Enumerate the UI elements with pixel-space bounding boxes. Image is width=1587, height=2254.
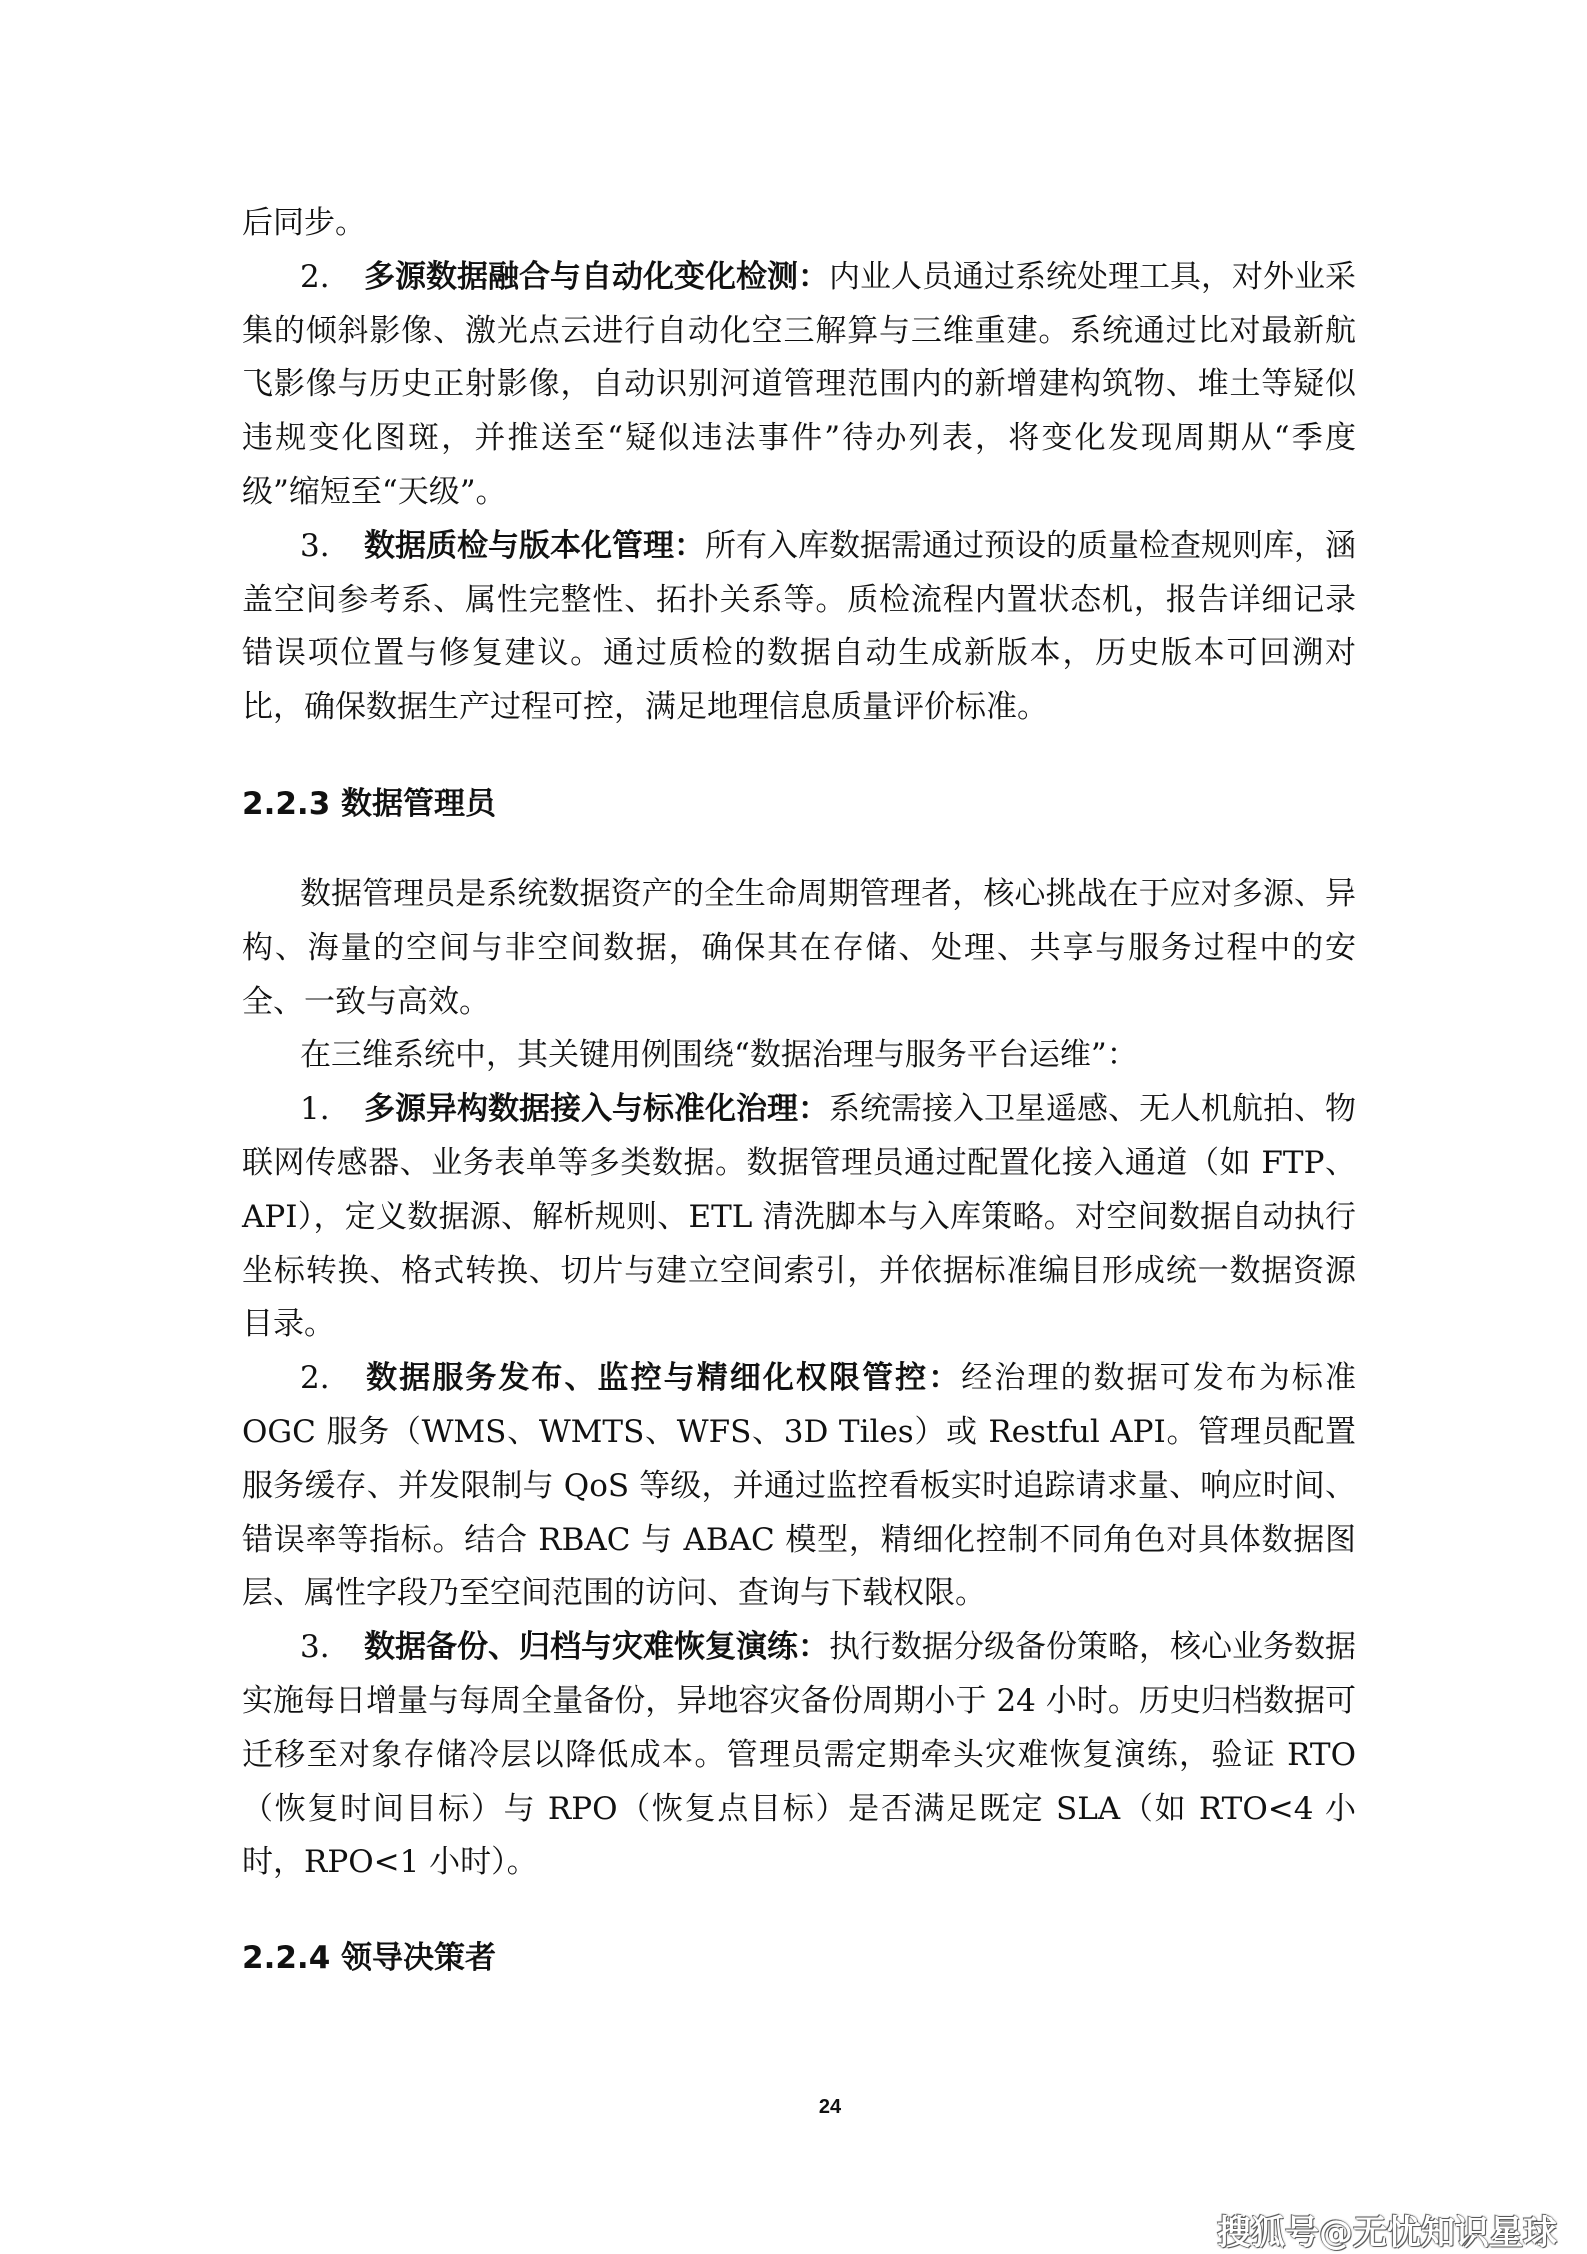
- list-item: 1. 多源异构数据接入与标准化治理：系统需接入卫星遥感、无人机航拍、物联网传感器、业务表单等多类数据。数据管理员通过配置化接入通道（如 FTP、API），定义数据源、解析规则、ETL 清洗脚本与入库策略。对空间数据自动执行坐标转换、格式转换、切片与建立空间索引，并依据标准编目形成统一数据资源目录。: [242, 1091, 1356, 1343]
- section-heading-decision-maker: 2.2.4 领导决策者: [242, 1940, 497, 1976]
- item-text: 内业人员通过系统处理工具，对外业采集的倾斜影像、激光点云进行自动化空三解算与三维重建。系统通过比对最新航飞影像与历史正射影像，自动识别河道管理范围内的新增建构筑物、堆土等疑似违规变化图斑，并推送至“疑似违法事件”待办列表，将变化发现周期从“季度级”缩短至“天级”。: [242, 258, 1356, 510]
- item-title: 数据服务发布、监控与精细化权限管控：: [364, 1360, 962, 1397]
- paragraph-continuation: 后同步。: [242, 205, 366, 241]
- item-title: 多源异构数据接入与标准化治理：: [364, 1091, 829, 1128]
- item-title: 数据质检与版本化管理：: [364, 527, 705, 564]
- list-item: 2. 多源数据融合与自动化变化检测：内业人员通过系统处理工具，对外业采集的倾斜影像、激光点云进行自动化空三解算与三维重建。系统通过比对最新航飞影像与历史正射影像，自动识别河道管理范围内的新增建构筑物、堆土等疑似违规变化图斑，并推送至“疑似违法事件”待办列表，将变化发现周期从“季度级”缩短至“天级”。: [242, 258, 1356, 510]
- list-item: 3. 数据备份、归档与灾难恢复演练：执行数据分级备份策略，核心业务数据实施每日增量与每周全量备份，异地容灾备份周期小于 24 小时。历史归档数据可迁移至对象存储冷层以降低成本。管理员需定期牵头灾难恢复演练，验证 RTO（恢复时间目标）与 RPO（恢复点目标）是否满足既定 SLA（如 RTO<4 小时，RPO<1 小时）。: [242, 1629, 1356, 1881]
- paragraph-lead: 在三维系统中，其关键用例围绕“数据治理与服务平台运维”：: [300, 1037, 1138, 1074]
- list-item: 2. 数据服务发布、监控与精细化权限管控：经治理的数据可发布为标准 OGC 服务（WMS、WMTS、WFS、3D Tiles）或 Restful API。管理员配置服务缓存、并发限制与 QoS 等级，并通过监控看板实时追踪请求量、响应时间、错误率等指标。结合 RBAC 与 ABAC 模型，精细化控制不同角色对具体数据图层、属性字段乃至空间范围的访问、查询与下载权限。: [242, 1360, 1356, 1612]
- item-title: 多源数据融合与自动化变化检测：: [364, 258, 829, 295]
- item-text: 系统需接入卫星遥感、无人机航拍、物联网传感器、业务表单等多类数据。数据管理员通过配置化接入通道（如 FTP、API），定义数据源、解析规则、ETL 清洗脚本与入库策略。对空间数据自动执行坐标转换、格式转换、切片与建立空间索引，并依据标准编目形成统一数据资源目录。: [242, 1091, 1356, 1343]
- list-item: 3. 数据质检与版本化管理：所有入库数据需通过预设的质量检查规则库，涵盖空间参考系、属性完整性、拓扑关系等。质检流程内置状态机，报告详细记录错误项位置与修复建议。通过质检的数据自动生成新版本，历史版本可回溯对比，确保数据生产过程可控，满足地理信息质量评价标准。: [242, 527, 1356, 726]
- item-title: 数据备份、归档与灾难恢复演练：: [364, 1629, 829, 1666]
- section-heading-data-admin: 2.2.3 数据管理员: [242, 786, 497, 822]
- section-data-producer-continued: [242, 197, 1356, 735]
- watermark: 搜狐号@无忧知识星球: [1217, 2213, 1557, 2253]
- paragraph-intro: 数据管理员是系统数据资产的全生命周期管理者，核心挑战在于应对多源、异构、海量的空间与非空间数据，确保其在存储、处理、共享与服务过程中的安全、一致与高效。: [242, 876, 1356, 1020]
- item-text: 执行数据分级备份策略，核心业务数据实施每日增量与每周全量备份，异地容灾备份周期小于 24 小时。历史归档数据可迁移至对象存储冷层以降低成本。管理员需定期牵头灾难恢复演练，验证 RTO（恢复时间目标）与 RPO（恢复点目标）是否满足既定 SLA（如 RTO<4 小时，RPO<1 小时）。: [242, 1629, 1356, 1881]
- item-text: 所有入库数据需通过预设的质量检查规则库，涵盖空间参考系、属性完整性、拓扑关系等。质检流程内置状态机，报告详细记录错误项位置与修复建议。通过质检的数据自动生成新版本，历史版本可回溯对比，确保数据生产过程可控，满足地理信息质量评价标准。: [242, 527, 1356, 726]
- section-data-admin: [242, 868, 1356, 1890]
- page-number: 24: [818, 2096, 842, 2118]
- item-text: 经治理的数据可发布为标准 OGC 服务（WMS、WMTS、WFS、3D Tiles）或 Restful API。管理员配置服务缓存、并发限制与 QoS 等级，并通过监控看板实时追踪请求量、响应时间、错误率等指标。结合 RBAC 与 ABAC 模型，精细化控制不同角色对具体数据图层、属性字段乃至空间范围的访问、查询与下载权限。: [242, 1360, 1356, 1612]
